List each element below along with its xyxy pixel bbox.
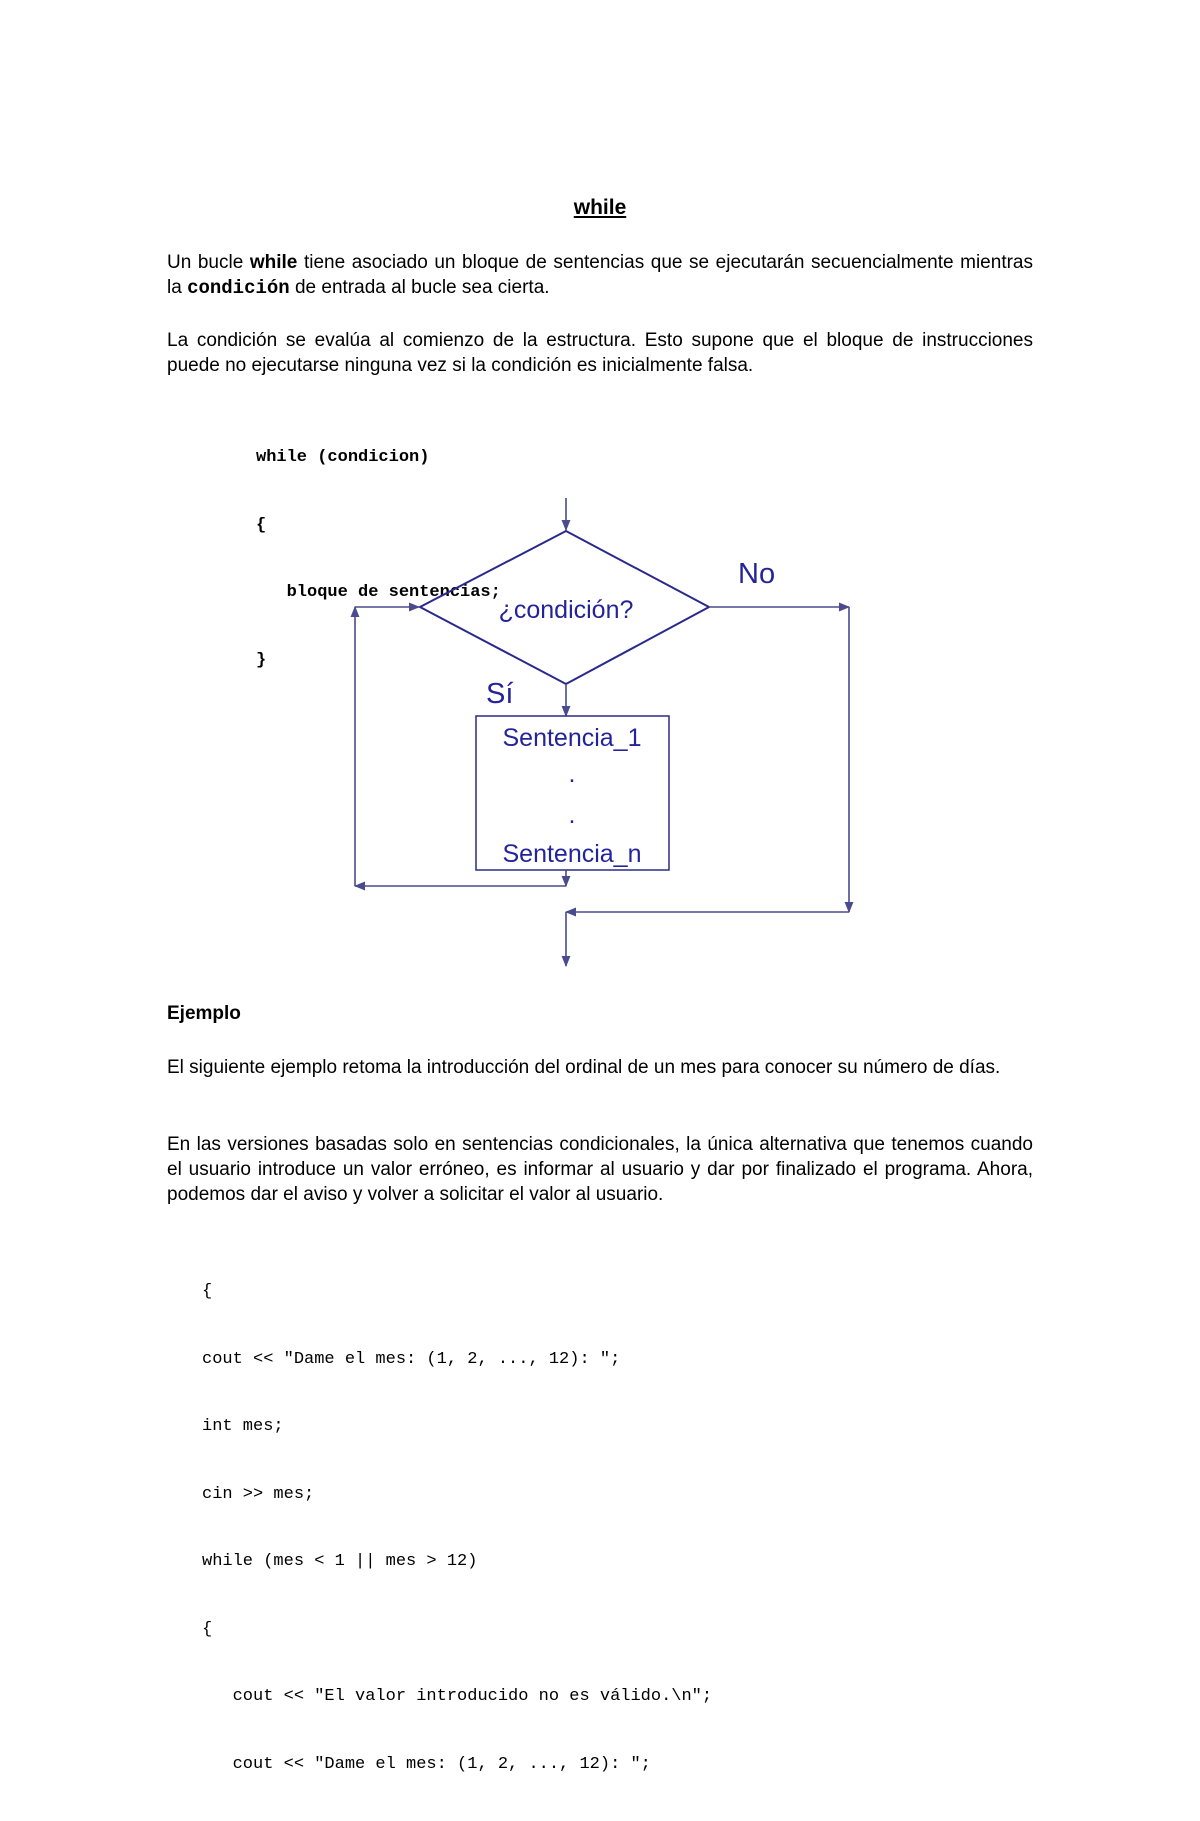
- syntax-line: while (condicion): [256, 448, 430, 467]
- yes-label: Sí: [486, 678, 514, 710]
- intro-text-b: tiene asociado un bloque de sentencias que se ejecutarán secuencialmente mientras la: [167, 252, 1033, 298]
- example-paragraph-2: En las versiones basadas solo en sentencias condicionales, la única alternativa que tenemos cuando el usuario introduce un valor erróneo, es informar al usuario y dar por finalizado el programa. Ahora, podemos dar el aviso y volver a solicitar el valor al usuario.: [167, 1134, 1033, 1205]
- keyword-condicion: condición: [187, 277, 290, 299]
- example-heading: Ejemplo: [167, 1003, 241, 1024]
- code-line: cout << "Dame el mes: (1, 2, ..., 12): ";: [202, 1754, 651, 1774]
- syntax-line: bloque de sentencias;: [256, 583, 501, 602]
- example-code-block: [202, 1236, 712, 1821]
- ellipsis-dot: .: [568, 760, 576, 788]
- page-title: while: [573, 196, 627, 219]
- syntax-line: }: [256, 650, 267, 670]
- example-paragraph-1: El siguiente ejemplo retoma la introducción del ordinal de un mes para conocer su número de días.: [167, 1057, 1001, 1078]
- code-line: cout << "El valor introducido no es válido.\n";: [202, 1687, 713, 1706]
- syntax-line: {: [256, 515, 267, 535]
- no-label: No: [738, 558, 776, 590]
- intro-text-c: de entrada al bucle sea cierta.: [289, 277, 550, 298]
- keyword-while: while: [249, 252, 298, 273]
- statement-last-label: Sentencia_n: [502, 840, 642, 868]
- code-line: cout << "Dame el mes: (1, 2, ..., 12): ";: [202, 1349, 621, 1369]
- intro-text-a: Un bucle: [167, 252, 250, 273]
- code-line: cin >> mes;: [202, 1484, 315, 1504]
- intro-paragraph-2: La condición se evalúa al comienzo de la estructura. Esto supone que el bloque de instrucciones puede no ejecutarse ninguna vez si la condición es inicialmente falsa.: [167, 330, 1033, 376]
- code-line: {: [202, 1282, 213, 1301]
- condition-label: ¿condición?: [498, 596, 634, 624]
- code-line: while (mes < 1 || mes > 12): [202, 1552, 478, 1571]
- code-line: {: [202, 1619, 213, 1639]
- code-line: int mes;: [202, 1417, 284, 1436]
- ellipsis-dot: .: [568, 801, 576, 829]
- statement-first-label: Sentencia_1: [502, 724, 642, 752]
